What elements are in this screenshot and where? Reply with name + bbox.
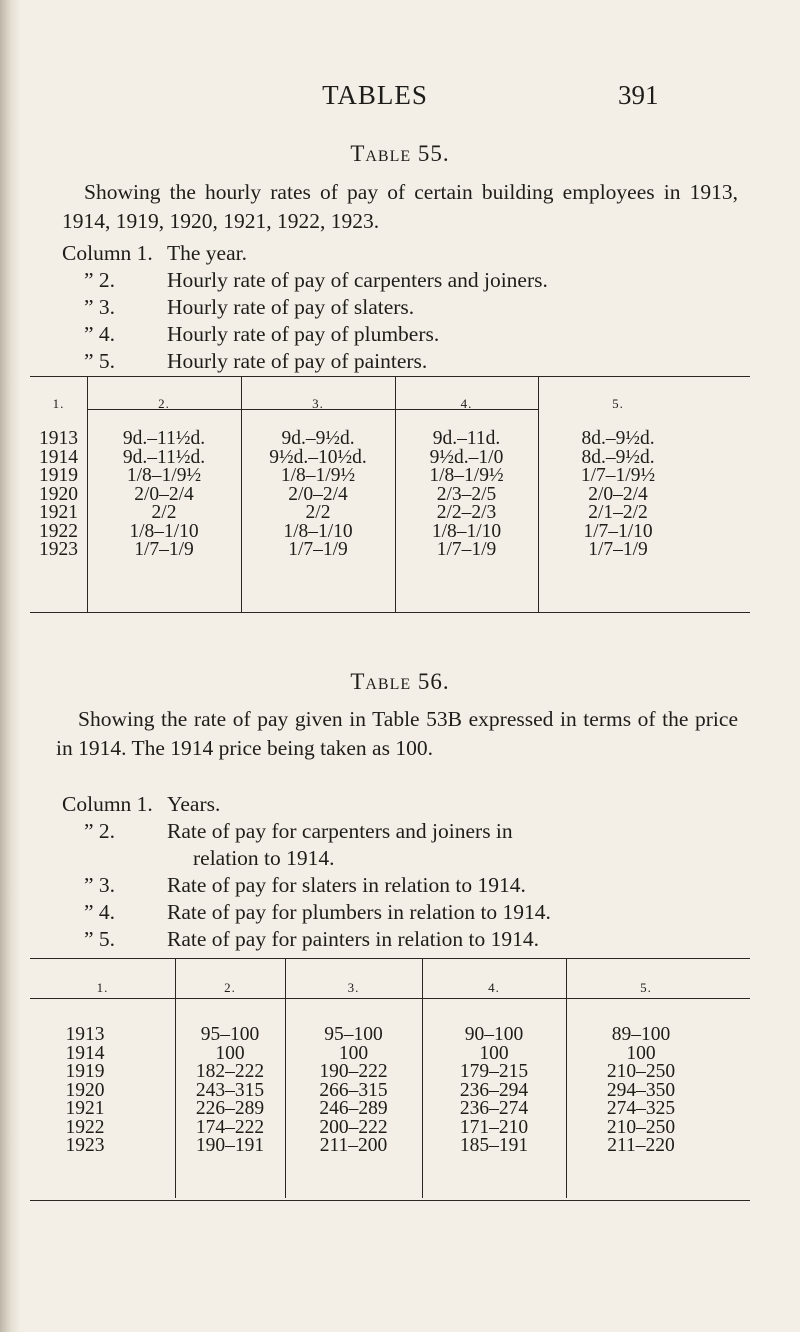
table-cell: 2/0–2/4: [588, 483, 648, 505]
column-description: [62, 899, 722, 926]
column-description: [62, 267, 722, 294]
column-text-wrapper: [167, 818, 722, 872]
table-cell: 1922: [39, 520, 78, 542]
table-cell: 1/8–1/9½: [126, 465, 202, 486]
table-cell: 2/2: [151, 502, 177, 523]
painters-column: [566, 1026, 716, 1156]
table-cell: 1923: [65, 1135, 105, 1156]
slaters-column: [241, 430, 395, 560]
table-cell: 9½d.–10½d.: [269, 446, 367, 468]
table-cell: 1/7–1/9: [436, 539, 497, 560]
painters-column: [538, 430, 698, 560]
column-description: [62, 818, 722, 872]
table-cell: 1/7–1/10: [583, 520, 653, 542]
table-bottom-rule: [30, 612, 750, 613]
table-cell: 246–289: [319, 1098, 388, 1119]
column-label: ” 3.: [84, 295, 116, 319]
table-cell: 210–250: [606, 1061, 676, 1082]
table-cell: 2/1–2/2: [588, 502, 648, 523]
table-cell: 89–100: [611, 1024, 671, 1045]
carpenters-column: [175, 1026, 285, 1156]
table-cell: 182–222: [195, 1061, 265, 1082]
table-cell: 9d.–11½d.: [122, 446, 206, 468]
table-cell: 185–191: [459, 1135, 529, 1156]
table-cell: 1921: [65, 1098, 105, 1119]
table-cell: 100: [626, 1042, 656, 1064]
column-label: ” 4.: [84, 322, 116, 346]
table-cell: 226–289: [195, 1098, 265, 1119]
column-header: 1.: [96, 980, 109, 995]
table-cell: 1/8–1/10: [129, 520, 199, 542]
column-header: 5.: [640, 980, 652, 995]
table-top-rule: [30, 376, 750, 377]
table-cell: 2/3–2/5: [436, 483, 497, 505]
table-cell: 95–100: [200, 1024, 260, 1045]
table-cell: 236–274: [459, 1098, 529, 1119]
table-cell: 1913: [39, 428, 78, 449]
page-number: 391: [618, 80, 659, 110]
column-description: [62, 240, 722, 267]
table-55: [30, 376, 750, 616]
header-rule: [87, 409, 241, 410]
column-label: ” 5.: [84, 927, 116, 951]
column-description: [62, 348, 722, 375]
plumbers-column: [422, 1026, 566, 1156]
column-text: Rate of pay for slaters in relation to 1914.: [167, 873, 526, 897]
running-head: [0, 80, 800, 120]
table-cell: 1/8–1/9½: [429, 465, 504, 486]
running-title: TABLES: [322, 80, 428, 110]
table-top-rule: [30, 958, 750, 959]
table-cell: 9d.–11d.: [432, 428, 501, 449]
table-56-heading: Table 56.: [350, 669, 450, 694]
table-cell: 190–222: [319, 1061, 388, 1082]
table-cell: 100: [215, 1042, 245, 1064]
table-cell: 1920: [39, 483, 78, 505]
year-column: [30, 1026, 140, 1156]
table-56-column-descriptions: [62, 791, 722, 953]
column-text: Hourly rate of pay of painters.: [167, 349, 428, 373]
table-bottom-rule: [30, 1200, 750, 1201]
column-label: Column 1.: [62, 792, 153, 816]
table-cell: 243–315: [195, 1079, 265, 1101]
table-cell: 1920: [65, 1079, 105, 1101]
table-55-column-descriptions: [62, 240, 722, 375]
table-cell: 1914: [39, 446, 78, 468]
column-header: 1.: [52, 396, 65, 411]
table-cell: 2/0–2/4: [134, 483, 194, 505]
column-description: [62, 926, 722, 953]
table-cell: 266–315: [319, 1079, 388, 1101]
table-56-intro: Showing the rate of pay given in Table 53B expressed in terms of the price in 1914. The 1914 price being taken as 100.: [56, 707, 738, 760]
column-description: [62, 294, 722, 321]
table-cell: 2/0–2/4: [288, 483, 348, 505]
table-cell: 211–220: [607, 1135, 675, 1156]
slaters-column: [285, 1026, 422, 1156]
table-cell: 2/2: [305, 502, 331, 523]
column-description: [62, 791, 722, 818]
column-label: ” 2.: [84, 819, 116, 843]
column-label: Column 1.: [62, 241, 153, 265]
column-text: Rate of pay for carpenters and joiners in: [167, 819, 513, 843]
column-header: 2.: [158, 396, 170, 411]
table-cell: 1/7–1/9: [134, 539, 194, 560]
table-55-heading: Table 55.: [350, 141, 450, 166]
header-rule: [30, 998, 750, 999]
table-cell: 9d.–11½d.: [122, 428, 206, 449]
column-text: Hourly rate of pay of plumbers.: [167, 322, 440, 346]
header-rule: [395, 409, 538, 410]
table-cell: 8d.–9½d.: [581, 428, 655, 449]
table-cell: 1/8–1/10: [431, 520, 502, 542]
table-cell: 190–191: [195, 1135, 265, 1156]
column-label: ” 3.: [84, 873, 116, 897]
table-cell: 1919: [65, 1061, 105, 1082]
table-cell: 9d.–9½d.: [281, 428, 355, 449]
table-cell: 236–294: [459, 1079, 529, 1101]
column-label: ” 2.: [84, 268, 116, 292]
table-cell: 1913: [65, 1024, 105, 1045]
column-text: Years.: [167, 792, 221, 816]
table-cell: 100: [479, 1042, 509, 1064]
table-cell: 2/2–2/3: [436, 502, 497, 523]
column-label: ” 5.: [84, 349, 116, 373]
table-56: [30, 958, 750, 1208]
column-header: 5.: [612, 396, 624, 411]
table-cell: 294–350: [606, 1079, 676, 1101]
table-cell: 211–200: [319, 1135, 388, 1156]
column-text: Rate of pay for painters in relation to 1914.: [167, 927, 539, 951]
column-header: 4.: [460, 396, 473, 411]
table-cell: 1/7–1/9: [588, 539, 648, 560]
table-cell: 171–210: [459, 1116, 529, 1138]
column-description: [62, 321, 722, 348]
table-cell: 1/7–1/9: [288, 539, 348, 560]
column-label: ” 4.: [84, 900, 116, 924]
column-text: Rate of pay for plumbers in relation to 1914.: [167, 900, 551, 924]
column-description: [62, 872, 722, 899]
table-cell: 95–100: [324, 1024, 383, 1045]
table-cell: 100: [338, 1042, 369, 1064]
column-text: Hourly rate of pay of slaters.: [167, 295, 415, 319]
table-cell: 1914: [65, 1042, 105, 1064]
column-header: 4.: [488, 980, 500, 995]
table-cell: 274–325: [606, 1098, 676, 1119]
table-cell: 1923: [39, 539, 78, 560]
table-cell: 1919: [39, 465, 78, 486]
column-header: 3.: [312, 396, 324, 411]
column-text: Hourly rate of pay of carpenters and joiners.: [167, 268, 548, 292]
column-header: 2.: [224, 980, 236, 995]
plumbers-column: [395, 430, 538, 560]
header-rule: [241, 409, 395, 410]
table-cell: 1922: [65, 1116, 105, 1138]
table-cell: 90–100: [464, 1024, 524, 1045]
table-cell: 179–215: [459, 1061, 529, 1082]
table-cell: 9½d.–1/0: [429, 446, 504, 468]
table-cell: 8d.–9½d.: [581, 446, 655, 468]
table-55-intro: Showing the hourly rates of pay of certain building employees in 1913, 1914, 1919, 1920, 1921, 1922, 1923.: [62, 180, 738, 233]
table-cell: 1/7–1/9½: [580, 465, 656, 486]
table-cell: 1921: [39, 502, 78, 523]
table-cell: 210–250: [606, 1116, 676, 1138]
column-text-continuation: relation to 1914.: [193, 846, 335, 870]
column-text: The year.: [167, 241, 247, 265]
carpenters-column: [87, 430, 241, 560]
table-cell: 1/8–1/9½: [280, 465, 356, 486]
table-cell: 174–222: [195, 1116, 265, 1138]
table-cell: 200–222: [319, 1116, 388, 1138]
table-cell: 1/8–1/10: [283, 520, 353, 542]
year-column: [30, 430, 87, 560]
column-header: 3.: [347, 980, 360, 995]
